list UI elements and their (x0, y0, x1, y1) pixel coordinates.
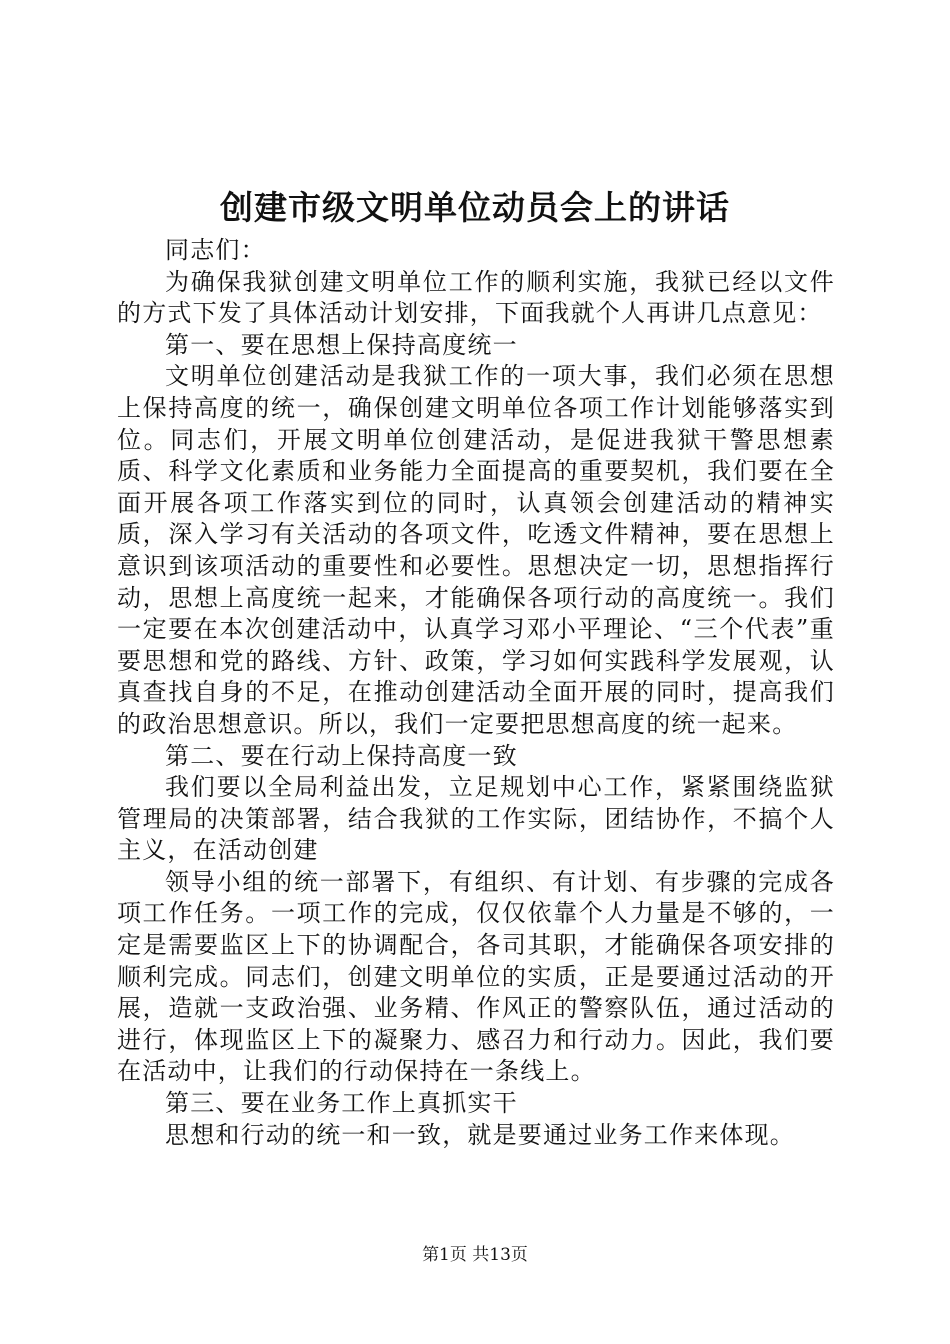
section-heading-1: 第一、要在思想上保持高度统一 (165, 330, 518, 359)
paragraph-section-1: 文明单位创建活动是我狱工作的一项大事，我们必须在思想上保持高度的统一，确保创建文明单位各项工作计划能够落实到位。同志们，开展文明单位创建活动，是促进我狱干警思想素质、科学文化素质和业务能力全面提高的重要契机，我们要在全面开展各项工作落实到位的同时，认真领会创建活动的精神实质，深入学习有关活动的各项文件，吃透文件精神，要在思想上意识到该项活动的重要性和必要性。思想决定一切，思想指挥行动，思想上高度统一起来，才能确保各项行动的高度统一。我们一定要在本次创建活动中，认真学习邓小平理论、“三个代表”重要思想和党的路线、方针、政策，学习如何实践科学发展观，认真查找自身的不足，在推动创建活动全面开展的同时，提高我们的政治思想意识。所以，我们一定要把思想高度的统一起来。 (117, 362, 835, 738)
document-body (117, 235, 835, 1151)
paragraph-section-2b: 领导小组的统一部署下，有组织、有计划、有步骤的完成各项工作任务。一项工作的完成，仅仅依靠个人力量是不够的，一定是需要监区上下的协调配合，各司其职，才能确保各项安排的顺利完成。同志们，创建文明单位的实质，正是要通过活动的开展，造就一支政治强、业务精、作风正的警察队伍，通过活动的进行，体现监区上下的凝聚力、感召力和行动力。因此，我们要在活动中，让我们的行动保持在一条线上。 (117, 867, 835, 1086)
paragraph-intro: 为确保我狱创建文明单位工作的顺利实施，我狱已经以文件的方式下发了具体活动计划安排，下面我就个人再讲几点意见： (117, 267, 835, 328)
paragraph-section-3: 思想和行动的统一和一致，就是要通过业务工作来体现。 (165, 1120, 795, 1149)
paragraph-salutation: 同志们： (165, 236, 266, 264)
paragraph-section-2a: 我们要以全局利益出发，立足规划中心工作，紧紧围绕监狱管理局的决策部署，结合我狱的工作实际，团结协作，不搞个人主义，在活动创建 (117, 773, 835, 865)
page-title: 创建市级文明单位动员会上的讲话 (220, 188, 730, 227)
page-number-footer: 第1页 共13页 (422, 1245, 528, 1265)
section-heading-3: 第三、要在业务工作上真抓实干 (165, 1089, 518, 1118)
section-heading-2: 第二、要在行动上保持高度一致 (165, 741, 518, 770)
